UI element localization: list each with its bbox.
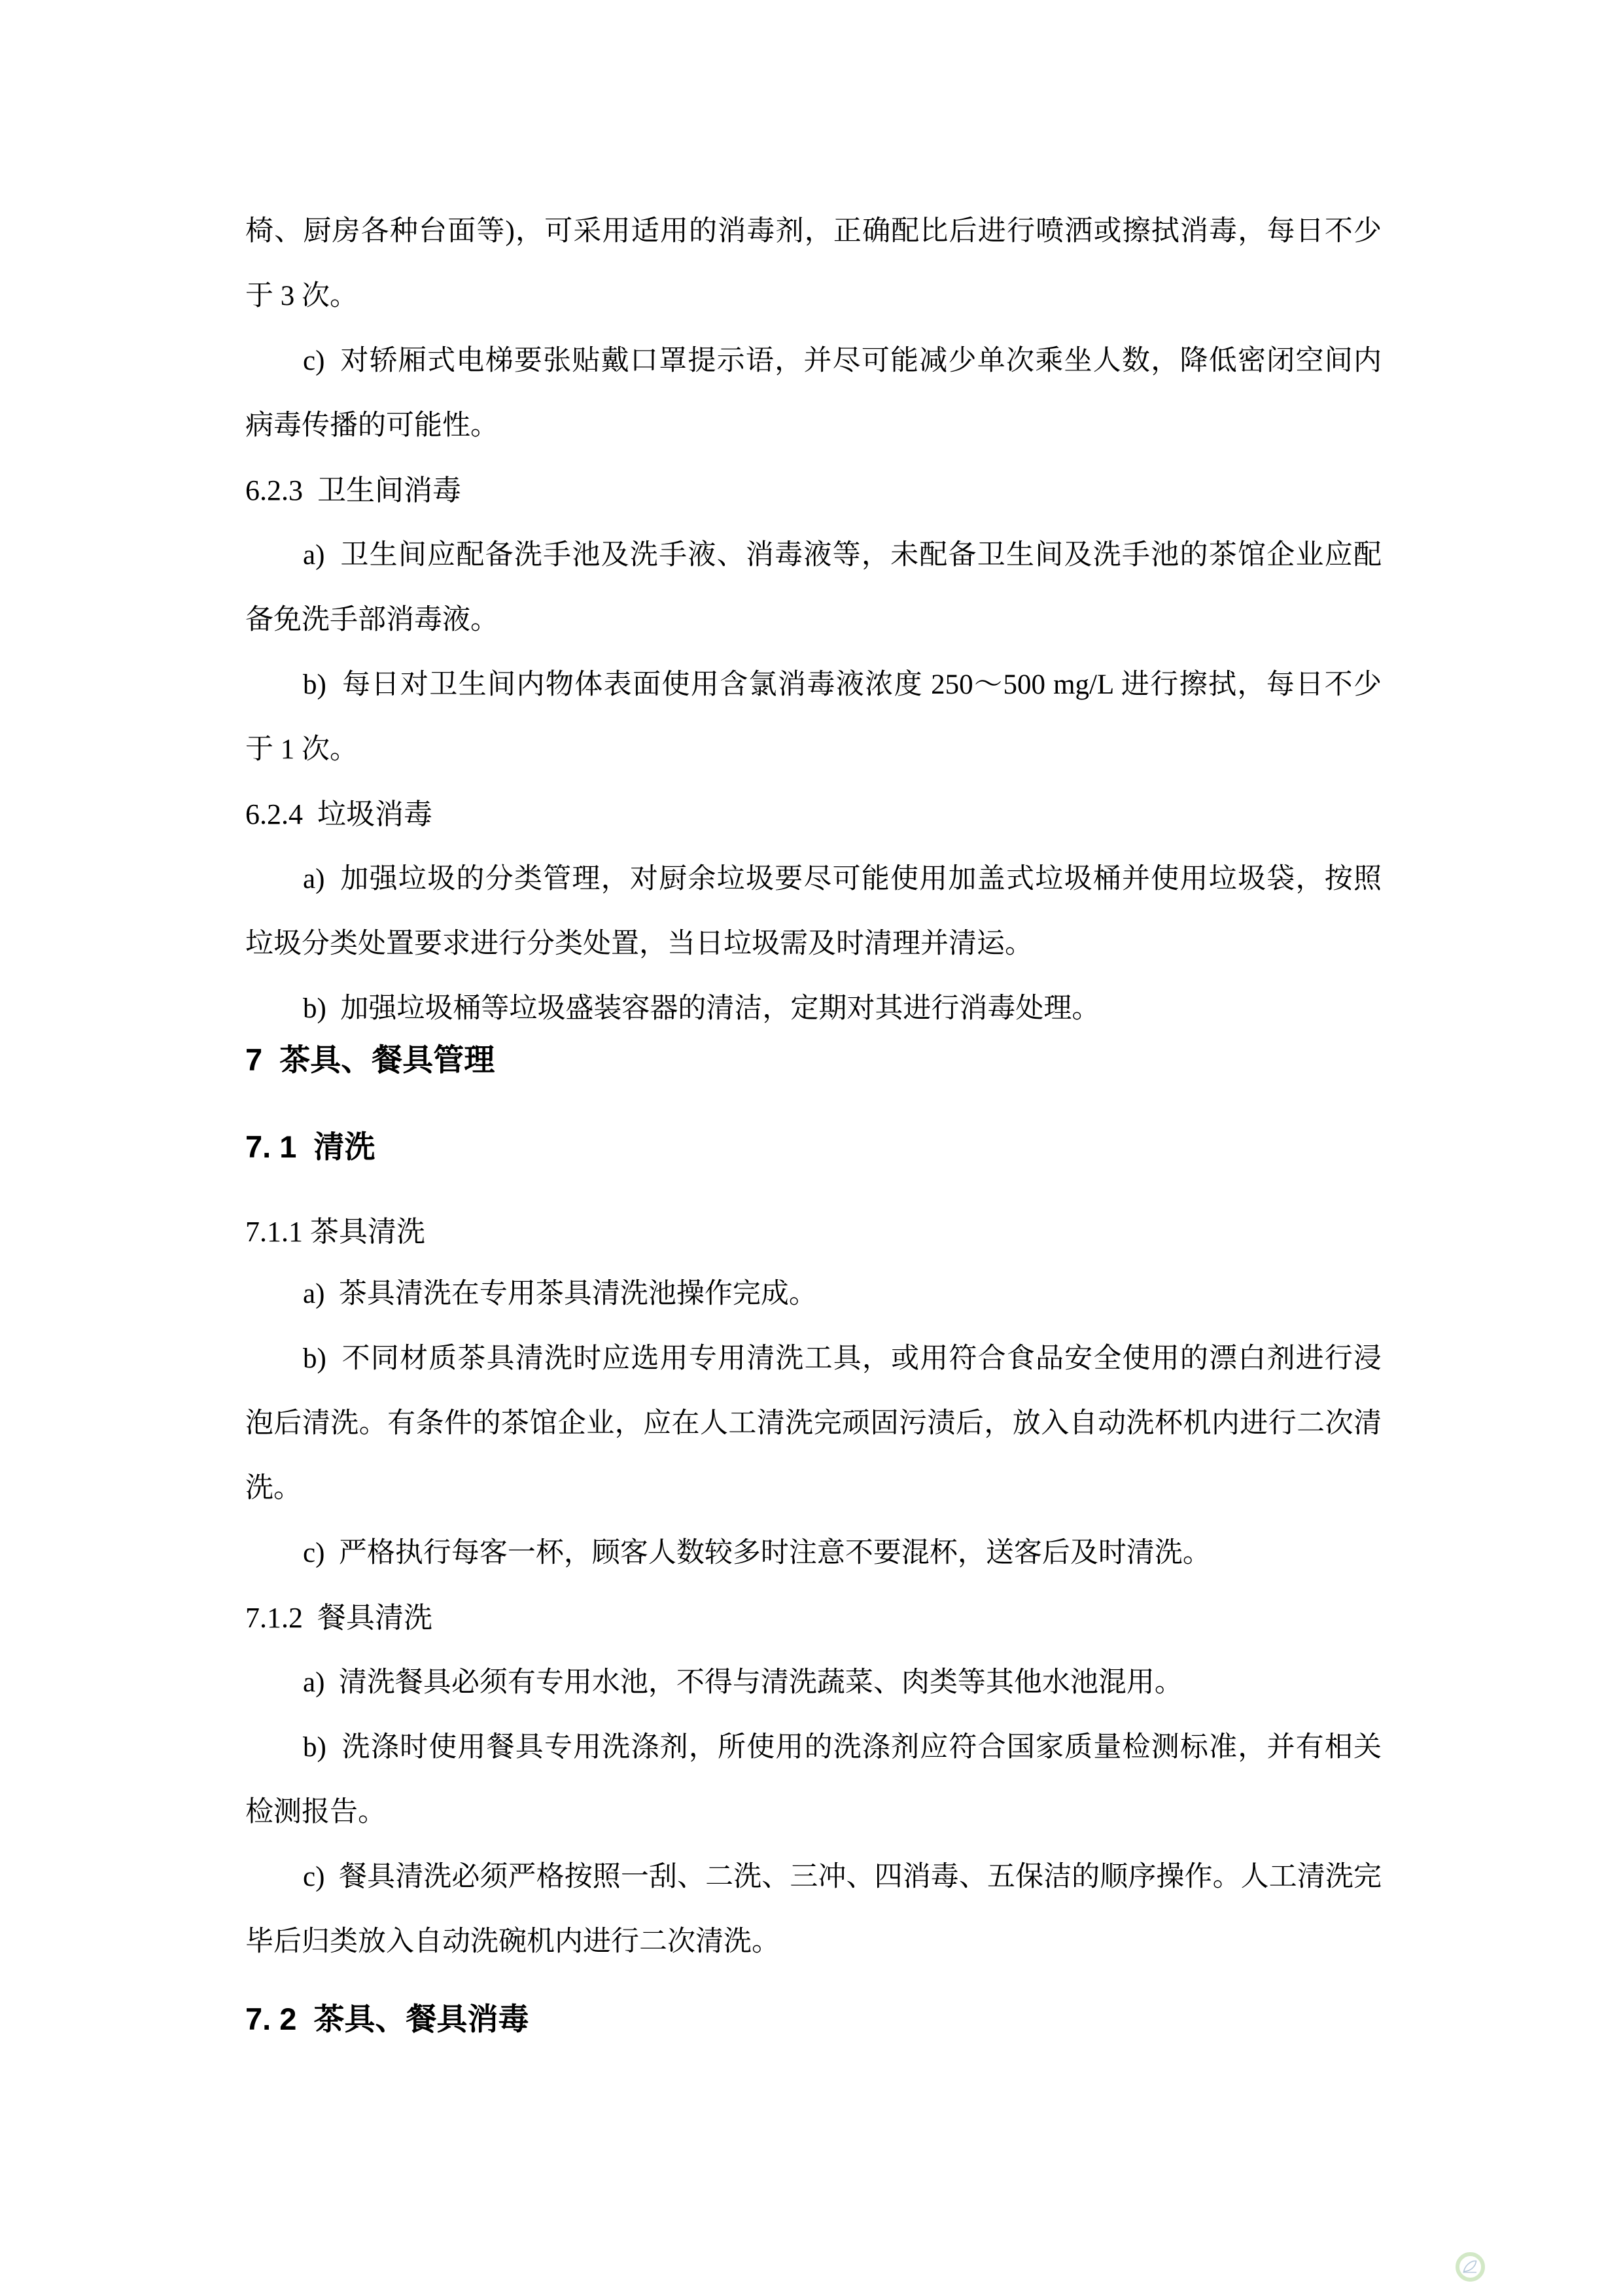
text-line: b) 每日对卫生间内物体表面使用含氯消毒液浓度 250～500 mg/L 进行擦拭，每日不少 [303,669,1382,700]
subsection-heading: 6.2.3 卫生间消毒 [245,474,461,506]
text-line: a) 茶具清洗在专用茶具清洗池操作完成。 [303,1279,817,1309]
section-heading: 7. 1 清洗 [245,1129,375,1164]
text-line: 于 3 次。 [245,281,358,311]
text-line: b) 不同材质茶具清洗时应选用专用清洗工具，或用符合食品安全使用的漂白剂进行浸 [303,1343,1382,1374]
text-line: c) 对轿厢式电梯要张贴戴口罩提示语，并尽可能减少单次乘坐人数，降低密闭空间内 [303,345,1382,376]
text-line: 椅、厨房各种台面等)，可采用适用的消毒剂，正确配比后进行喷洒或擦拭消毒，每日不少 [245,216,1382,247]
text-line: 垃圾分类处置要求进行分类处置，当日垃圾需及时清理并清运。 [245,928,1033,959]
text-line: a) 清洗餐具必须有专用水池，不得与清洗蔬菜、肉类等其他水池混用。 [303,1667,1183,1698]
text-line: 洗。 [245,1473,302,1504]
leaf-logo-watermark [1455,2252,1486,2282]
section-heading: 7. 2 茶具、餐具消毒 [245,2002,529,2036]
text-line: 检测报告。 [245,1797,386,1828]
text-line: 泡后清洗。有条件的茶馆企业，应在人工清洗完顽固污渍后，放入自动洗杯机内进行二次清 [245,1408,1382,1439]
text-line: c) 严格执行每客一杯，顾客人数较多时注意不要混杯，送客后及时清洗。 [303,1538,1211,1568]
text-line: 毕后归类放入自动洗碗机内进行二次清洗。 [245,1926,780,1957]
text-line: 病毒传播的可能性。 [245,410,498,441]
subsection-heading: 7.1.1 茶具清洗 [245,1216,425,1248]
subsection-heading: 7.1.2 餐具清洗 [245,1602,432,1634]
text-block [245,0,1382,2296]
text-line: 备免洗手部消毒液。 [245,605,498,635]
subsection-heading: 6.2.4 垃圾消毒 [245,798,432,830]
section-heading: 7 茶具、餐具管理 [245,1042,495,1077]
text-line: a) 卫生间应配备洗手池及洗手液、消毒液等，未配备卫生间及洗手池的茶馆企业应配 [303,540,1382,571]
text-line: b) 洗涤时使用餐具专用洗涤剂，所使用的洗涤剂应符合国家质量检测标准，并有相关 [303,1732,1382,1763]
text-line: c) 餐具清洗必须严格按照一刮、二洗、三冲、四消毒、五保洁的顺序操作。人工清洗完 [303,1862,1382,1892]
text-line: a) 加强垃圾的分类管理，对厨余垃圾要尽可能使用加盖式垃圾桶并使用垃圾袋，按照 [303,864,1382,894]
text-line: b) 加强垃圾桶等垃圾盛装容器的清洁，定期对其进行消毒处理。 [303,993,1100,1024]
leaf-logo-icon [1455,2252,1486,2282]
text-line: 于 1 次。 [245,734,358,765]
